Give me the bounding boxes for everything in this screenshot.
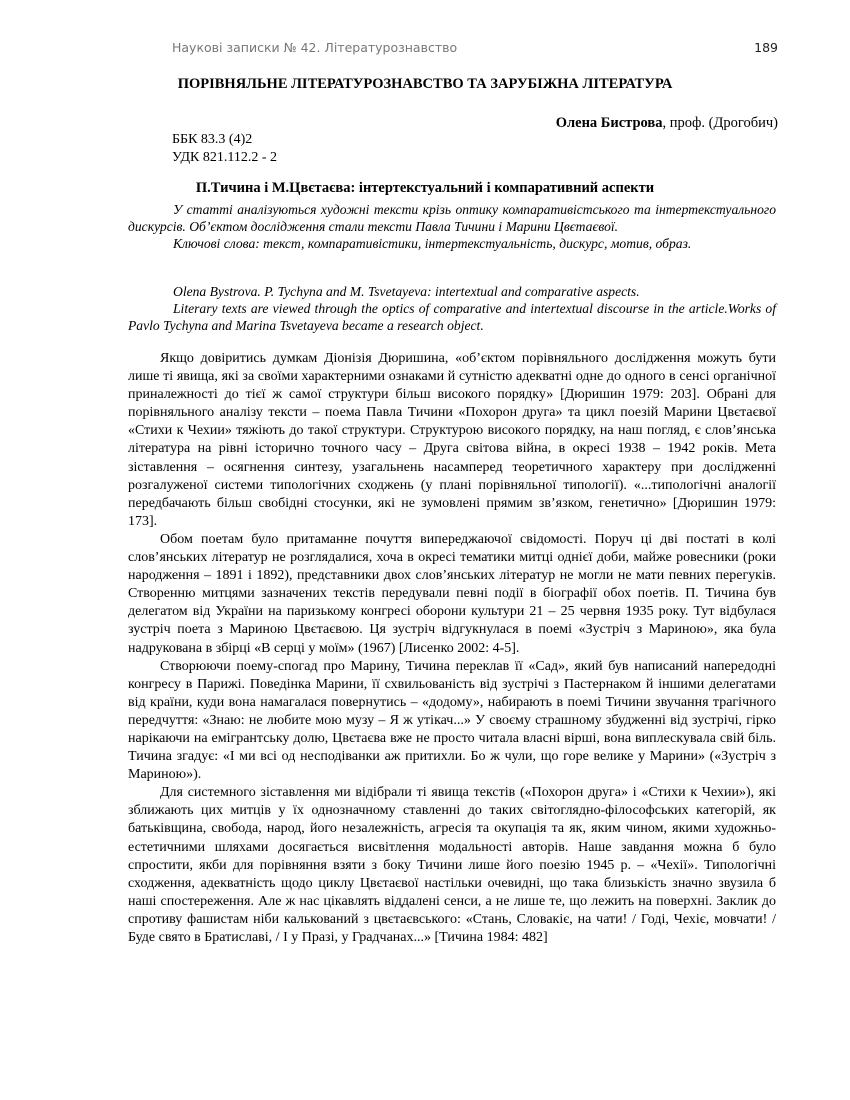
classification-codes bbox=[172, 131, 277, 167]
keywords: Ключові слова: текст, компаративістики, інтертекстуальність, дискурс, мотив, образ. bbox=[173, 236, 692, 251]
body-paragraph: Створюючи поему-спогад про Марину, Тичина переклав її «Сад», який був написаний напередодні конгресу в Парижі. Поведінка Марини, її схвильованість від зустрічі з Пастернаком й іншими делегатами від країни, куди вона намагалася повернутись – «додому», набирають в поемі Тичини звучання трагічного передчуття: «Знаю: не любите мою музу – Я ж утікач...» У своєму страшному збудженні від зустрічі, гірко нарікаючи на емігрантську долю, Цвєтаєва вже не просто читала власні вірші, вона виплескувала свій біль. Тичина згадує: «І ми всі од несподіванки аж притихли. Бо ж чули, що горе велике у Марини» («Зустріч з Мариною»). bbox=[128, 658, 776, 783]
bbk-code: ББК 83.3 (4)2 bbox=[172, 132, 253, 147]
abstract-english bbox=[128, 283, 776, 334]
author-affiliation: , проф. (Дрогобич) bbox=[662, 115, 778, 131]
abstract-en-text: Literary texts are viewed through the optics of comparative and intertextual discourse in the article.Works of Pavlo Tychyna and Marina Tsvetayeva became a research object. bbox=[128, 301, 776, 333]
section-title: ПОРІВНЯЛЬНЕ ЛІТЕРАТУРОЗНАВСТВО ТА ЗАРУБІЖНА ЛІТЕРАТУРА bbox=[177, 76, 673, 92]
abstract-en-title: Olena Bystrova. P. Tychyna and M. Tsvetayeva: intertextual and comparative aspects. bbox=[173, 284, 640, 299]
abstract-uk-text: У статті аналізуються художні тексти крізь оптику компаративістського та інтертекстуального дискурсів. Об’єктом дослідження стали тексти Павла Тичини і Марини Цвєтаєвої. bbox=[128, 202, 776, 234]
body-paragraph: Якщо довіритись думкам Діонізія Дюришина, «об’єктом порівняльного дослідження можуть бути лише ті явища, які за своїми характерними ознаками й сутністю адекватні одне до одного в сенсі органічної приналежності до тієї ж самої структури більш високого порядку» [Дюришин 1979: 203]. Обрані для порівняльного аналізу тексти – поема Павла Тичини «Похорон друга» та цикл поезій Марини Цвєтаєвої «Стихи к Чехии» тяжіють до такої структури. Структурою високого порядку, на наш погляд, є слов’янська література на рівні історично точного часу – Друга світова війна, в окресі 1938 – 1942 років. Мета зіставлення – осягнення синтезу, узагальнень насамперед теоретичного характеру при дослідженні розгалуженої системи типологічних сходжень (у плані порівняльної типології). «...типологічні аналогії передбачають більш свобідні стосунки, які не зумовлені прямим зв’язком, генетично» [Дюришин 1979: 173]. bbox=[128, 351, 776, 529]
body-paragraph: Для системного зіставлення ми відібрали ті явища текстів («Похорон друга» і «Стихи к Чехии»), які зближають цих митців у їх однозначному ставленні до таких світоглядно-філософських категорій, як батьківщина, свобода, народ, його незалежність, агресія та окупація та як, яким чином, якими художньо-естетичними шляхами досягається висвітлення модальності авторів. Наше завдання можна б було спростити, якби для порівняння взяти з боку Тичини лише його поезію 1945 р. – «Чехії». Типологічні сходження, адекватність щодо циклу Цвєтаєвої настільки очевидні, що така близькість значно звузила б наші спостереження. Але ж нас цікавлять віддалені сенси, а не лише те, що лежить на поверхні. Заклик до спротиву фашистам ніби калькований з цвєтаєвського: «Стань, Словакіє, на чати! / Годі, Чехіє, мовчати! / Буде свято в Братиславі, / І у Празі, у Градчанах...» [Тичина 1984: 482] bbox=[128, 785, 776, 945]
article-title: П.Тичина і М.Цвєтаєва: інтертекстуальний і компаративний аспекти bbox=[195, 180, 655, 196]
article-body bbox=[128, 350, 776, 947]
body-paragraph: Обом поетам було притаманне почуття випереджаючої свідомості. Поруч ці дві постаті в колі слов’янських літератур не розглядалися, хоча в окресі тематики митці однієї доби, майже ровесники (роки народження – 1891 і 1892), представники двох слов’янських літератур не могли не мати певних перегуків. Створенню митцями зазначених текстів передували певні події в біографії обох поетів. П. Тичина був делегатом від України на паризькому конгресі оборони культури 21 – 25 червня 1935 року. Тут відбулася зустріч поета з Мариною Цвєтаєвою. Ця зустріч відгукнулася в поемі «Зустріч з Мариною», яка була надрукована в збірці «В серці у моїм» (1967) [Лисенко 2002: 4-5]. bbox=[128, 531, 776, 656]
running-header bbox=[172, 40, 778, 60]
author-line bbox=[556, 115, 778, 132]
abstract-ukrainian bbox=[128, 201, 776, 252]
udk-code: УДК 821.112.2 - 2 bbox=[172, 150, 278, 165]
journal-title: Наукові записки № 42. Літературознавство bbox=[172, 40, 458, 55]
page-number: 189 bbox=[754, 40, 778, 55]
author-name: Олена Бистрова bbox=[555, 115, 663, 131]
